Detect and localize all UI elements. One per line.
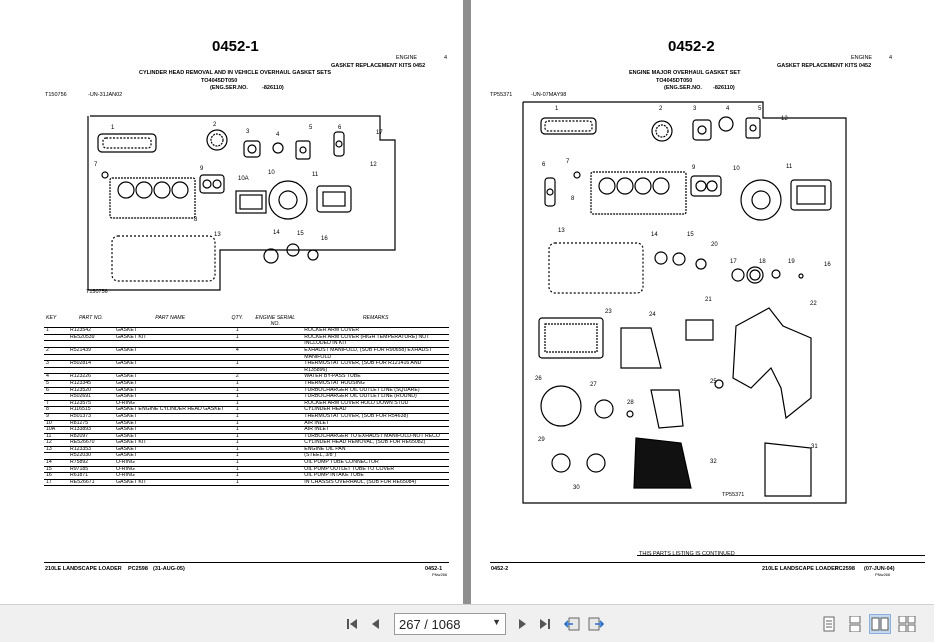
callout-10: 10 xyxy=(733,166,740,172)
callout-12: 12 xyxy=(781,116,788,122)
table-cell-key: 17 xyxy=(44,479,68,486)
two-page-continuous-icon[interactable] xyxy=(896,614,918,634)
table-cell-part: R123520 xyxy=(68,387,114,394)
footer-model: 210LE LANDSCAPE LOADER xyxy=(45,566,122,572)
callout-5: 5 xyxy=(309,125,313,131)
table-row xyxy=(44,347,449,354)
table-cell-name: GASKET xyxy=(114,420,226,427)
table-cell-name: O-RING xyxy=(114,400,226,407)
table-cell-qty: 4 xyxy=(226,347,248,354)
continuous-icon[interactable] xyxy=(844,614,866,634)
callout-29: 29 xyxy=(538,437,545,443)
table-cell-key: 9 xyxy=(44,413,68,420)
page-number-title: 0452-1 xyxy=(212,38,259,55)
table-cell-key: 13 xyxy=(44,446,68,453)
section-number: 4 xyxy=(889,55,893,61)
table-cell-key: 15 xyxy=(44,466,68,473)
table-cell-qty: 1 xyxy=(226,407,248,414)
table-cell-qty: 1 xyxy=(226,473,248,480)
table-cell-remarks: THERMOSTAT HOUSING xyxy=(302,380,449,387)
figure-id: TP55371 xyxy=(722,492,745,498)
table-row xyxy=(44,479,449,486)
table-cell-eng xyxy=(248,479,302,486)
table-cell-qty: 1 xyxy=(226,427,248,434)
callout-10: 10 xyxy=(268,170,275,176)
table-cell-name: O-RING xyxy=(114,460,226,467)
callout-4: 4 xyxy=(276,132,280,138)
table-row xyxy=(44,367,449,374)
table-cell-name: GASKET xyxy=(114,361,226,368)
table-cell-eng xyxy=(248,380,302,387)
callout-9: 9 xyxy=(692,165,696,171)
table-cell-part: R75892 xyxy=(68,460,114,467)
table-cell-qty: 1 xyxy=(226,380,248,387)
serial-value: -826110) xyxy=(262,85,284,91)
table-cell-part: R123345 xyxy=(68,380,114,387)
callout-17: 17 xyxy=(376,130,383,136)
next-page-icon[interactable] xyxy=(512,614,532,634)
table-cell-key: 12 xyxy=(44,440,68,447)
table-cell-remarks: ROCKER ARM COVER HOLD DOWN STUD xyxy=(302,400,449,407)
table-cell-eng xyxy=(248,328,302,335)
callout-13: 13 xyxy=(558,228,565,234)
table-cell-eng xyxy=(248,427,302,434)
kit-subtitle: CYLINDER HEAD REMOVAL AND IN VEHICLE OVERHAUL GASKET SETS xyxy=(139,70,332,76)
table-row xyxy=(44,420,449,427)
parts-table xyxy=(44,316,449,486)
kit-subtitle: ENGINE MAJOR OVERHAUL GASKET SET xyxy=(629,70,741,76)
callout-17: 17 xyxy=(730,259,737,265)
callout-4: 4 xyxy=(726,106,730,112)
footer-small: PNw266 xyxy=(875,572,891,577)
table-row xyxy=(44,413,449,420)
callout-16: 16 xyxy=(321,236,328,242)
callout-18: 18 xyxy=(759,259,766,265)
footer-page: 0452-1 xyxy=(425,566,443,572)
footer-code: PC2598 xyxy=(128,566,148,572)
table-cell-qty: 1 xyxy=(226,334,248,341)
section-label: ENGINE xyxy=(851,55,873,61)
table-cell-qty: 1 xyxy=(226,453,248,460)
table-cell-key: 16 xyxy=(44,473,68,480)
callout-28: 28 xyxy=(627,400,634,406)
footer-small: PNw266 xyxy=(432,572,448,577)
table-cell-name: GASKET ENGINE CYLINDER HEAD GASKET xyxy=(116,406,225,413)
table-cell-part: R123353 xyxy=(68,446,114,453)
callout-8: 8 xyxy=(194,217,198,223)
table-cell-qty: 1 xyxy=(226,413,248,420)
table-cell-name: GASKET xyxy=(114,328,226,335)
footer-date: (31-AUG-05) xyxy=(153,566,185,572)
callout-7: 7 xyxy=(94,162,98,168)
table-cell-qty: 1 xyxy=(226,440,248,447)
table-cell-key: 4 xyxy=(44,374,68,381)
serial-value: -826110) xyxy=(713,85,735,91)
callout-30: 30 xyxy=(573,485,580,491)
callout-5: 5 xyxy=(758,106,762,112)
table-cell-remarks: OIL PUMP OUTLET TUBE TO COVER xyxy=(302,466,449,473)
table-cell-eng xyxy=(248,334,302,341)
table-cell-remarks: INCLUDED IN KIT xyxy=(302,341,449,348)
header-part-name: PART NAME xyxy=(114,316,226,328)
table-cell-part: R61871 xyxy=(68,473,114,480)
table-cell-part: R123542 xyxy=(68,328,114,335)
table-cell-eng xyxy=(248,367,302,374)
page-number-title: 0452-2 xyxy=(668,38,715,55)
page-number-input[interactable] xyxy=(394,613,506,635)
table-cell-eng xyxy=(248,341,302,348)
table-cell-part: R522030 xyxy=(68,453,114,460)
callout-3: 3 xyxy=(693,106,697,112)
table-cell-part: R133893 xyxy=(68,427,114,434)
table-cell-eng xyxy=(248,473,302,480)
table-cell-part: R81275 xyxy=(68,420,114,427)
callout-11: 11 xyxy=(786,164,793,170)
table-cell-remarks: AIR INLET xyxy=(302,427,449,434)
single-page-icon[interactable] xyxy=(818,614,840,634)
table-cell-remarks: ENGINE OIL PAN xyxy=(302,446,449,453)
table-cell-eng xyxy=(248,400,302,407)
table-cell-part: RE520539 xyxy=(68,334,114,341)
table-cell-qty: 1 xyxy=(226,420,248,427)
footer-rule xyxy=(44,562,449,563)
header-key: KEY xyxy=(44,316,68,328)
callout-32: 32 xyxy=(710,459,717,465)
section-number: 4 xyxy=(444,55,448,61)
table-cell-qty: 1 xyxy=(226,479,248,486)
table-cell-remarks: AIR INLET xyxy=(302,420,449,427)
right-pdf-page xyxy=(471,0,934,604)
table-cell-part: RE526670 xyxy=(68,440,114,447)
table-cell-part: R82097 xyxy=(68,433,114,440)
table-row xyxy=(44,466,449,473)
table-cell-part: R502814 xyxy=(68,361,114,368)
table-header-row xyxy=(44,316,449,328)
footer-model: 210LE LANDSCAPE LOADER xyxy=(762,566,839,572)
table-cell-eng xyxy=(248,466,302,473)
table-cell-name: GASKET xyxy=(114,453,226,460)
table-cell-name: O-RING xyxy=(114,473,226,480)
table-cell-remarks: THERMOSTAT COVER, (SUB FOR R121416 AND xyxy=(302,361,449,368)
table-cell-remarks: ROCKER ARM COVER xyxy=(302,328,449,335)
callout-6: 6 xyxy=(338,125,342,131)
table-row xyxy=(44,361,449,368)
footer-date: (07-JUN-04) xyxy=(864,566,895,572)
table-cell-name: GASKET xyxy=(114,433,226,440)
left-pdf-page xyxy=(0,0,463,604)
callout-25: 25 xyxy=(710,379,717,385)
figure-ref-date: -UN-07MAY98 xyxy=(531,92,567,98)
table-cell-name: GASKET xyxy=(114,380,226,387)
table-cell-remarks: (STEEL, 3/8") xyxy=(302,453,449,460)
engine-model: TO4045DT050 xyxy=(656,78,693,84)
table-cell-qty: 1 xyxy=(226,400,248,407)
table-cell-part: R97185 xyxy=(68,466,114,473)
table-cell-qty: 1 xyxy=(226,446,248,453)
header-part-no: PART NO. xyxy=(68,316,114,328)
table-cell-qty: 1 xyxy=(226,460,248,467)
callout-20: 20 xyxy=(711,242,718,248)
callout-10a: 10A xyxy=(238,176,249,182)
parts-table-body xyxy=(44,328,449,486)
table-cell-remarks: ROCKER ARM COVER (HIGH TEMPERATURE) NOT xyxy=(302,334,449,341)
callout-1: 1 xyxy=(555,106,559,112)
callout-27: 27 xyxy=(590,382,597,388)
table-cell-name: GASKET xyxy=(114,374,226,381)
back-icon[interactable] xyxy=(562,614,582,634)
engine-model: TO4045DT050 xyxy=(201,78,238,84)
figure-id: T150756 xyxy=(86,289,108,295)
table-cell-qty: 1 xyxy=(226,361,248,368)
figure-ref-id: T150756 xyxy=(45,92,67,98)
callout-6: 6 xyxy=(542,162,546,168)
table-cell-name: GASKET xyxy=(114,413,226,420)
table-cell-remarks: OIL PUMP INTAKE TUBE xyxy=(302,473,449,480)
table-cell-eng xyxy=(248,413,302,420)
table-cell-part: R116515 xyxy=(68,407,114,414)
callout-12: 12 xyxy=(370,162,377,168)
kit-title: GASKET REPLACEMENT KITS 0452 xyxy=(777,63,872,69)
table-cell-remarks: IN CHASSIS OVERHAUL, (SUB FOR RE65084) xyxy=(302,479,449,486)
table-cell-eng xyxy=(248,387,302,394)
table-cell-key: 10A xyxy=(44,427,68,434)
table-cell-name: GASKET xyxy=(114,427,226,434)
callout-21: 21 xyxy=(705,297,712,303)
callout-16: 16 xyxy=(824,262,831,268)
figure-ref-date: -UN-31JAN02 xyxy=(88,92,123,98)
table-cell-remarks: MANIFOLD xyxy=(302,354,449,361)
table-cell-eng xyxy=(248,433,302,440)
table-cell-key: 11 xyxy=(44,433,68,440)
table-cell-remarks: TURBOCHARGER OIL OUTLET LINE (SQUARE) xyxy=(302,387,449,394)
table-row xyxy=(44,400,449,407)
serial-label: (ENG.SER.NO. xyxy=(664,85,702,91)
table-cell-key: 14 xyxy=(44,460,68,467)
table-cell-remarks: OIL PUMP TUBE CONNECTOR xyxy=(302,460,449,467)
table-cell-key: 6 xyxy=(44,387,68,394)
table-cell-eng xyxy=(248,407,302,414)
table-cell-eng xyxy=(248,394,302,401)
table-cell-remarks: TURBOCHARGER TO EXHAUST MANIFOLD-NOT RECO xyxy=(302,433,449,440)
table-cell-name: GASKET xyxy=(114,446,226,453)
table-cell-name: O-RING xyxy=(114,466,226,473)
table-cell-name: GASKET KIT xyxy=(114,334,226,341)
callout-11: 11 xyxy=(312,172,319,178)
table-cell-qty: 1 xyxy=(226,433,248,440)
table-cell-part: R502691 xyxy=(68,394,114,401)
table-cell-name: GASKET KIT xyxy=(114,440,226,447)
callout-9: 9 xyxy=(200,166,204,172)
table-cell-remarks: WATER BY-PASS TUBE xyxy=(302,374,449,381)
table-cell-qty: 1 xyxy=(226,328,248,335)
footer-page: 0452-2 xyxy=(491,566,509,572)
callout-14: 14 xyxy=(273,230,280,236)
callout-3: 3 xyxy=(246,129,250,135)
table-cell-eng xyxy=(248,446,302,453)
table-cell-key: 7 xyxy=(44,400,68,407)
table-cell-key xyxy=(44,334,68,341)
figure-ref-id: TP55371 xyxy=(490,92,513,98)
table-cell-eng xyxy=(248,420,302,427)
table-cell-key: 8 xyxy=(44,407,68,414)
table-cell-eng xyxy=(248,440,302,447)
callout-7: 7 xyxy=(566,159,570,165)
table-cell-eng xyxy=(248,354,302,361)
callout-22: 22 xyxy=(810,301,817,307)
table-row xyxy=(44,440,449,447)
table-cell-key: 2 xyxy=(44,347,68,354)
section-label: ENGINE xyxy=(396,55,418,61)
table-cell-key: 3 xyxy=(44,361,68,368)
table-cell-key: 1 xyxy=(44,328,68,335)
table-cell-qty: 1 xyxy=(226,394,248,401)
table-cell-name: GASKET xyxy=(114,347,226,354)
table-cell-part: R123575 xyxy=(68,400,114,407)
pdf-viewer-toolbar xyxy=(0,604,934,642)
table-cell-key: 10 xyxy=(44,420,68,427)
prev-page-icon[interactable] xyxy=(366,614,386,634)
table-cell-part: RE526671 xyxy=(68,479,114,486)
callout-24: 24 xyxy=(649,312,656,318)
table-cell-eng xyxy=(248,361,302,368)
table-cell-name: GASKET xyxy=(114,387,226,394)
callout-2: 2 xyxy=(659,106,663,112)
table-cell-key: 5 xyxy=(44,380,68,387)
table-cell-remarks: CYLINDER HEAD xyxy=(302,407,449,414)
callout-26: 26 xyxy=(535,376,542,382)
callout-2: 2 xyxy=(213,122,217,128)
table-cell-qty: 2 xyxy=(226,374,248,381)
page-number-value: 267 / 1068 xyxy=(399,616,461,632)
table-cell-remarks: CYLINDER HEAD REMOVAL, (SUB FOR RE65082) xyxy=(302,440,449,447)
header-engine-serial: ENGINE SERIAL NO. xyxy=(248,316,302,328)
first-page-icon[interactable] xyxy=(342,614,362,634)
callout-8: 8 xyxy=(571,196,575,202)
table-cell-eng xyxy=(248,460,302,467)
table-cell-name: GASKET KIT xyxy=(114,479,226,486)
callout-23: 23 xyxy=(605,309,612,315)
table-cell-qty: 1 xyxy=(226,387,248,394)
callout-14: 14 xyxy=(651,232,658,238)
table-cell-remarks: THERMOSTAT COVER, (SUB FOR R54638) xyxy=(302,413,449,420)
table-row xyxy=(44,446,449,453)
kit-title: GASKET REPLACEMENT KITS 0452 xyxy=(331,63,426,69)
table-cell-eng xyxy=(248,453,302,460)
header-qty: QTY. xyxy=(226,316,248,328)
serial-label: (ENG.SER.NO. xyxy=(210,85,248,91)
callout-19: 19 xyxy=(788,259,795,265)
footer-rule-bottom xyxy=(490,562,925,563)
table-row xyxy=(44,374,449,381)
callout-15: 15 xyxy=(687,232,694,238)
table-cell-part: R501373 xyxy=(68,413,114,420)
table-cell-part: R521439 xyxy=(68,347,114,354)
forward-icon[interactable] xyxy=(586,614,606,634)
last-page-icon[interactable] xyxy=(535,614,555,634)
table-cell-part: R123226 xyxy=(68,374,114,381)
callout-15: 15 xyxy=(297,231,304,237)
table-cell-remarks: TURBOCHARGER OIL OUTLET LINE (ROUND) xyxy=(302,394,449,401)
chevron-down-icon[interactable]: ▼ xyxy=(492,617,501,627)
footer-code: PC2598 xyxy=(835,566,855,572)
callout-13: 13 xyxy=(214,232,221,238)
continued-note: THIS PARTS LISTING IS CONTINUED xyxy=(639,551,735,557)
two-page-icon[interactable] xyxy=(869,614,891,634)
gasket-exploded-diagram xyxy=(521,98,851,508)
table-cell-remarks: R135896) xyxy=(302,367,449,374)
table-row xyxy=(44,334,449,341)
header-remarks: REMARKS xyxy=(302,316,449,328)
table-cell-remarks: EXHAUST MANIFOLD, (SUB FOR R90658) EXHAUST xyxy=(302,347,449,354)
callout-31: 31 xyxy=(811,444,818,450)
callout-1: 1 xyxy=(111,125,115,131)
table-cell-eng xyxy=(248,347,302,354)
table-cell-name: GASKET xyxy=(114,394,226,401)
table-cell-qty: 1 xyxy=(226,466,248,473)
gasket-exploded-diagram xyxy=(80,108,400,298)
table-cell-eng xyxy=(248,374,302,381)
table-row xyxy=(44,453,449,460)
